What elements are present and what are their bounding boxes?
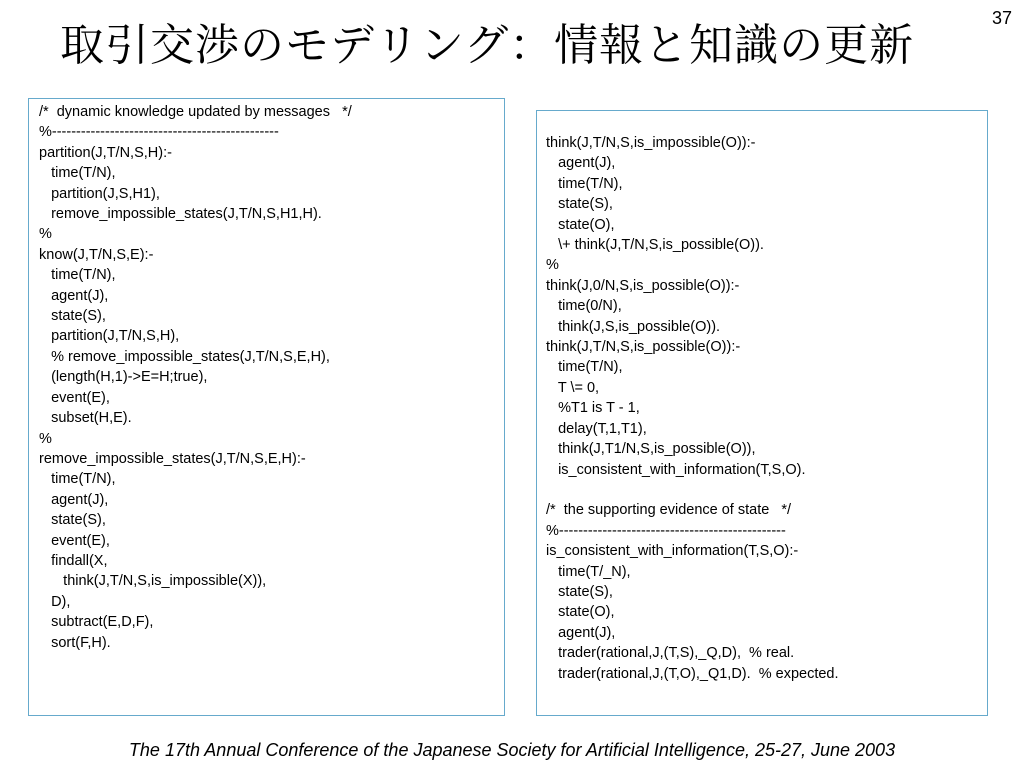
code-line: partition(J,S,H1), — [39, 185, 160, 202]
code-line: % — [39, 226, 52, 243]
code-line: T \= 0, — [546, 379, 600, 396]
code-line: subset(H,E). — [39, 410, 132, 427]
code-line: time(T/N), — [546, 359, 623, 376]
code-line: agent(J), — [546, 155, 616, 172]
code-line: think(J,T/N,S,is_possible(O)):- — [546, 339, 741, 356]
code-line: time(T/N), — [39, 267, 116, 284]
code-line: time(T/N), — [39, 471, 116, 488]
code-line: /* dynamic knowledge updated by messages */ — [39, 104, 352, 120]
code-line: % — [546, 257, 559, 274]
footer-citation: The 17th Annual Conference of the Japanese Society for Artificial Intelligence, 25-27, June 2003 — [128, 740, 896, 760]
code-line: D), — [39, 593, 71, 610]
code-line: time(T/_N), — [546, 563, 631, 580]
code-line: event(E), — [39, 389, 110, 406]
code-line: % remove_impossible_states(J,T/N,S,E,H), — [39, 348, 330, 365]
code-line: % — [39, 430, 52, 447]
code-line: \+ think(J,T/N,S,is_possible(O)). — [546, 237, 764, 254]
code-line: time(0/N), — [546, 298, 622, 315]
code-line: time(T/N), — [546, 175, 623, 192]
code-line: state(O), — [546, 604, 615, 621]
code-line: partition(J,T/N,S,H), — [39, 328, 180, 345]
code-line: state(S), — [39, 308, 106, 325]
code-line: state(S), — [546, 196, 613, 213]
code-line: agent(J), — [39, 491, 109, 508]
code-line: time(T/N), — [39, 165, 116, 182]
slide-title: 取引交渉のモデリング：情報と知識の更新 — [60, 20, 915, 71]
code-line: %T1 is T - 1, — [546, 400, 640, 417]
code-line: is_consistent_with_information(T,S,O). — [546, 461, 806, 478]
code-line: think(J,T/N,S,is_impossible(O)):- — [546, 135, 756, 151]
left-code-panel — [28, 98, 505, 716]
code-line: findall(X, — [39, 552, 108, 569]
code-line: event(E), — [39, 532, 110, 549]
code-line: delay(T,1,T1), — [546, 420, 647, 437]
code-line — [546, 480, 987, 500]
slide-number: 37 — [991, 8, 1012, 28]
code-line: %----------------------------------------------- — [39, 124, 279, 141]
code-line: subtract(E,D,F), — [39, 614, 154, 631]
code-line: think(J,T1/N,S,is_possible(O)), — [546, 441, 756, 458]
code-line: %----------------------------------------------- — [546, 522, 786, 539]
code-line: think(J,T/N,S,is_impossible(X)), — [39, 573, 267, 590]
code-line: remove_impossible_states(J,T/N,S,E,H):- — [39, 450, 306, 467]
code-line: state(S), — [39, 512, 106, 529]
code-line: know(J,T/N,S,E):- — [39, 246, 154, 263]
code-line: /* the supporting evidence of state */ — [546, 502, 792, 519]
code-line: agent(J), — [39, 287, 109, 304]
code-line: sort(F,H). — [39, 634, 111, 651]
right-code-panel — [536, 110, 988, 716]
code-line: agent(J), — [546, 624, 616, 641]
code-line: remove_impossible_states(J,T/N,S,H1,H). — [39, 206, 322, 223]
code-line: partition(J,T/N,S,H):- — [39, 144, 172, 161]
code-line: state(O), — [546, 216, 615, 233]
code-line: trader(rational,J,(T,S),_Q,D), % real. — [546, 645, 795, 662]
code-line: trader(rational,J,(T,O),_Q1,D). % expected. — [546, 665, 839, 682]
code-line: is_consistent_with_information(T,S,O):- — [546, 543, 799, 560]
code-line: think(J,S,is_possible(O)). — [546, 318, 721, 335]
code-line: state(S), — [546, 583, 613, 600]
code-line: think(J,0/N,S,is_possible(O)):- — [546, 277, 740, 294]
code-line: (length(H,1)->E=H;true), — [39, 369, 208, 386]
